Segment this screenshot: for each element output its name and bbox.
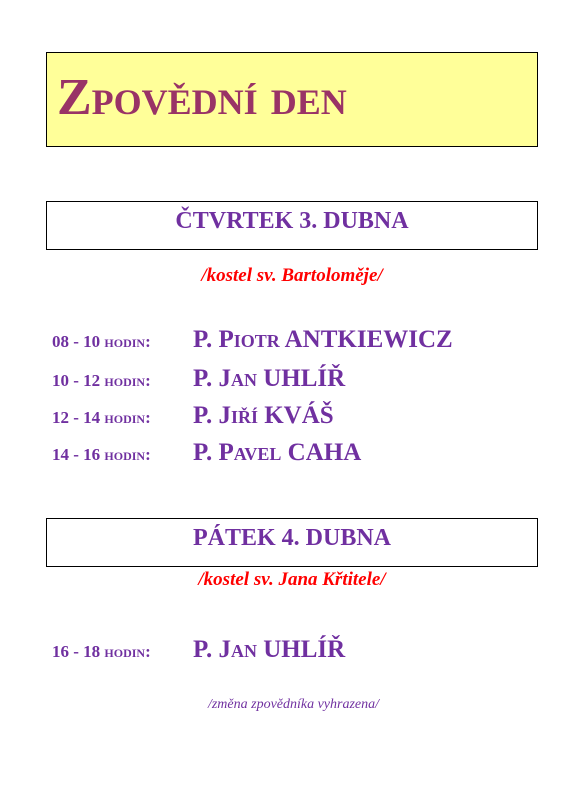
slot-priest: P. Piotr ANTKIEWICZ (193, 326, 453, 353)
slot-time: 10 - 12 hodin: (52, 371, 151, 390)
church-friday: /kostel sv. Jana Křtitele/ (198, 569, 386, 590)
day-heading-box-thursday (46, 201, 538, 250)
slot-priest: P. Pavel CAHA (193, 439, 362, 466)
slot-time: 16 - 18 hodin: (52, 642, 151, 661)
day-heading-thursday: ČTVRTEK 3. DUBNA (175, 208, 409, 234)
title-banner (46, 52, 538, 147)
slot-priest: P. Jan UHLÍŘ (193, 636, 346, 663)
day-heading-friday: PÁTEK 4. DUBNA (192, 525, 391, 551)
slot-priest: P. Jiří KVÁŠ (193, 402, 334, 429)
footnote: /změna zpovědníka vyhrazena/ (207, 697, 380, 712)
page-title: Zpovědní den (57, 69, 347, 126)
day-heading-box-friday (46, 518, 538, 567)
slot-time: 14 - 16 hodin: (52, 445, 151, 464)
slot-priest: P. Jan UHLÍŘ (193, 365, 346, 392)
church-thursday: /kostel sv. Bartoloměje/ (201, 265, 383, 286)
slot-time: 12 - 14 hodin: (52, 408, 151, 427)
slot-time: 08 - 10 hodin: (52, 332, 151, 351)
